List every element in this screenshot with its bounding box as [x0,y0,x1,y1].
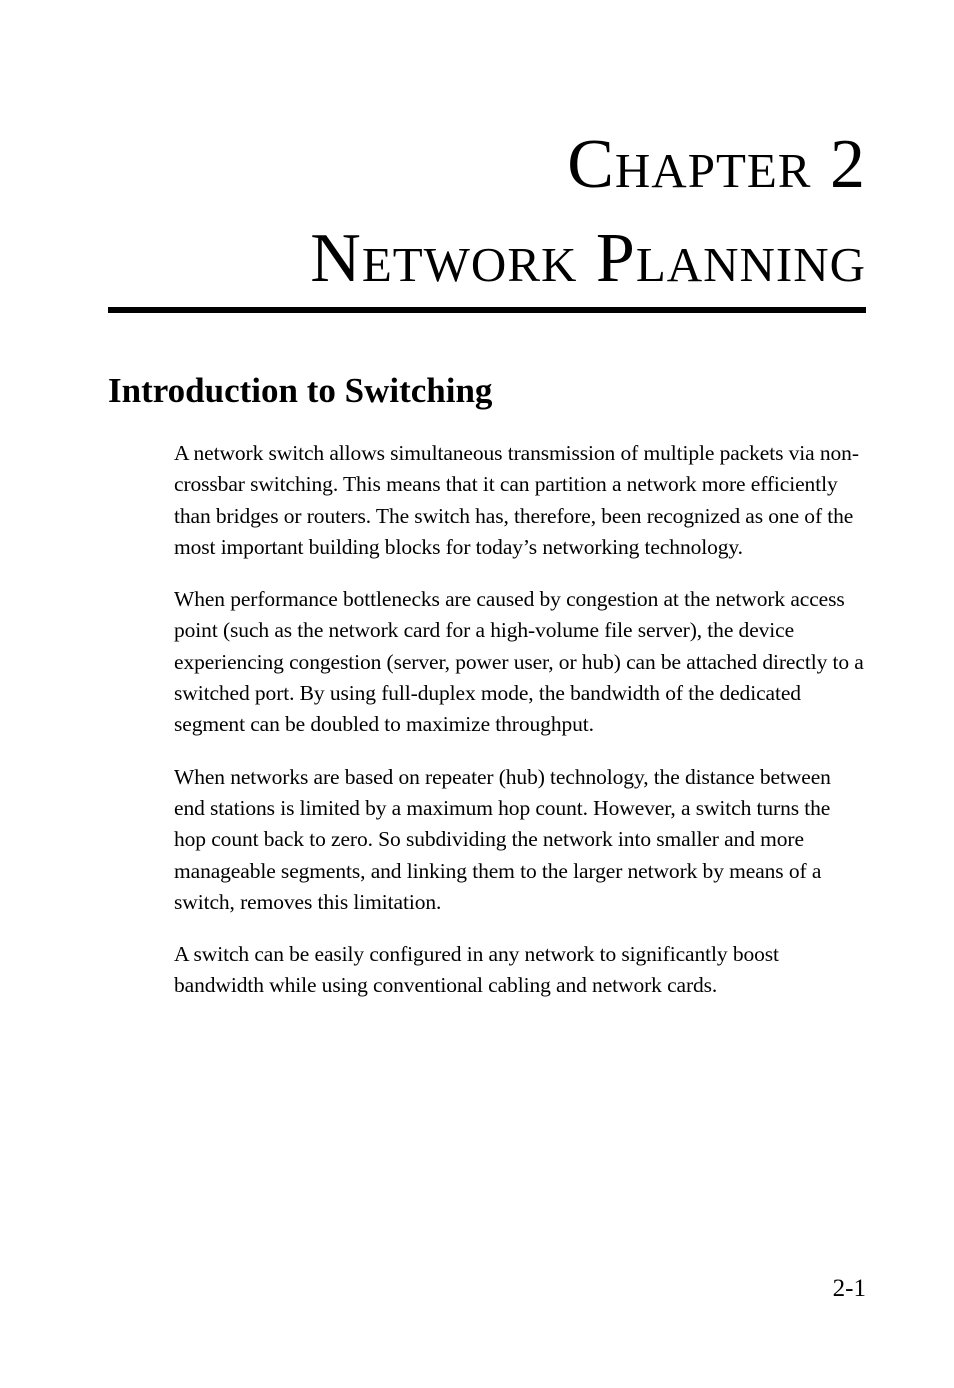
chapter-title: Network Planning [310,220,866,297]
paragraph: A switch can be easily configured in any network to significantly boost bandwidth while using conventional cabling and network cards. [174,942,779,998]
paragraph: A network switch allows simultaneous transmission of multiple packets via non-crossbar switching. This means that it can partition a network more efficiently than bridges or routers. The switch has, therefore, been recognized as one of the most important building blocks for today’s networking technology. [174,441,859,559]
chapter-divider [108,307,866,313]
chapter-heading [310,118,866,306]
section-title: Introduction to Switching [108,371,493,410]
chapter-number: Chapter 2 [567,126,866,203]
paragraph: When networks are based on repeater (hub) technology, the distance between end stations is limited by a maximum hop count. However, a switch turns the hop count back to zero. So subdividing the network into smaller and more manageable segments, and linking them to the larger network by means of a switch, removes this limitation. [174,764,831,914]
paragraph: When performance bottlenecks are caused by congestion at the network access point (such as the network card for a high-volume file server), the device experiencing congestion (server, power user, or hub) can be attached directly to a switched port. By using full-duplex mode, the bandwidth of the dedicated segment can be doubled to maximize throughput. [174,587,864,737]
body-text [174,438,866,1023]
page-number: 2-1 [832,1275,866,1302]
